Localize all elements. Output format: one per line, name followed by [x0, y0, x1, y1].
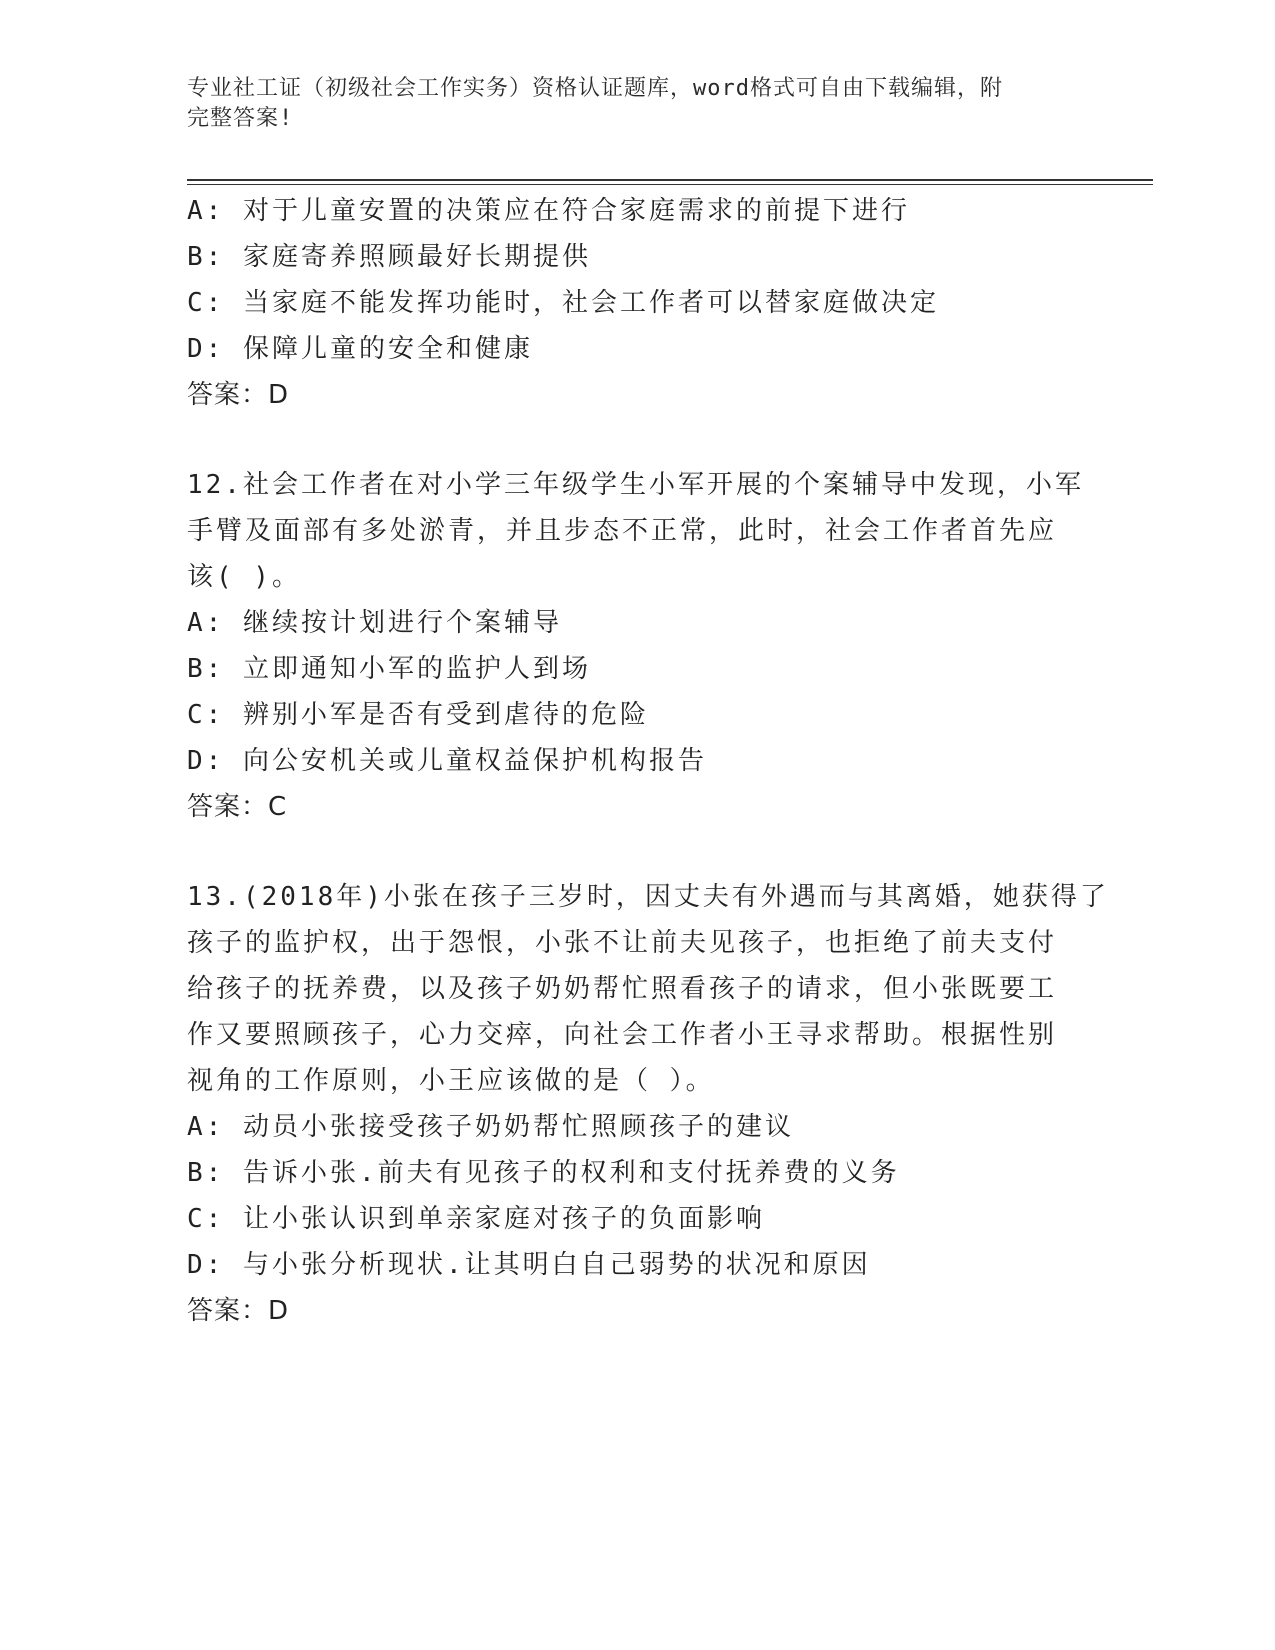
- option-c: C: 让小张认识到单亲家庭对孩子的负面影响: [187, 1204, 765, 1234]
- option-b: B: 家庭寄养照顾最好长期提供: [187, 242, 591, 272]
- question-stem-line: 13.(2018年)小张在孩子三岁时，因丈夫有外遇而与其离婚，她获得了: [187, 882, 1109, 912]
- question-13: [187, 874, 1109, 1334]
- answer: 答案：D: [187, 1296, 290, 1326]
- question-stem-line: 手臂及面部有多处淤青，并且步态不正常，此时，社会工作者首先应: [187, 516, 1058, 546]
- option-d: D: 保障儿童的安全和健康: [187, 334, 533, 364]
- option-b: B: 告诉小张.前夫有见孩子的权利和支付抚养费的义务: [187, 1158, 900, 1188]
- question-stem-line: 孩子的监护权，出于怨恨，小张不让前夫见孩子，也拒绝了前夫支付: [187, 928, 1058, 958]
- question-stem-line: 12.社会工作者在对小学三年级学生小军开展的个案辅导中发现，小军: [187, 470, 1084, 500]
- option-a: A: 继续按计划进行个案辅导: [187, 608, 562, 638]
- header-rule-thick: [187, 179, 1153, 181]
- answer: 答案：D: [187, 380, 290, 410]
- question-12: [187, 462, 1087, 830]
- option-a: A: 动员小张接受孩子奶奶帮忙照顾孩子的建议: [187, 1112, 794, 1142]
- question-stem-line: 视角的工作原则，小王应该做的是（ ）。: [187, 1066, 715, 1096]
- option-d: D: 向公安机关或儿童权益保护机构报告: [187, 746, 707, 776]
- question-stem-line: 给孩子的抚养费，以及孩子奶奶帮忙照看孩子的请求，但小张既要工: [187, 974, 1058, 1004]
- question-11: [187, 188, 1087, 418]
- question-list: [187, 188, 1109, 1334]
- option-b: B: 立即通知小军的监护人到场: [187, 654, 591, 684]
- option-a: A: 对于儿童安置的决策应在符合家庭需求的前提下进行: [187, 196, 910, 226]
- header-rule-thin: [187, 184, 1153, 185]
- document-header: [187, 74, 1087, 134]
- question-stem-line: 作又要照顾孩子，心力交瘁，向社会工作者小王寻求帮助。根据性别: [187, 1020, 1058, 1050]
- question-stem-line: 该( )。: [187, 562, 301, 592]
- option-d: D: 与小张分析现状.让其明白自己弱势的状况和原因: [187, 1250, 871, 1280]
- option-c: C: 当家庭不能发挥功能时，社会工作者可以替家庭做决定: [187, 288, 939, 318]
- header-line-1: 专业社工证（初级社会工作实务）资格认证题库，word格式可自由下载编辑，附: [187, 76, 1003, 101]
- option-c: C: 辨别小军是否有受到虐待的危险: [187, 700, 649, 730]
- header-line-2: 完整答案!: [187, 106, 294, 131]
- answer: 答案：C: [187, 792, 288, 822]
